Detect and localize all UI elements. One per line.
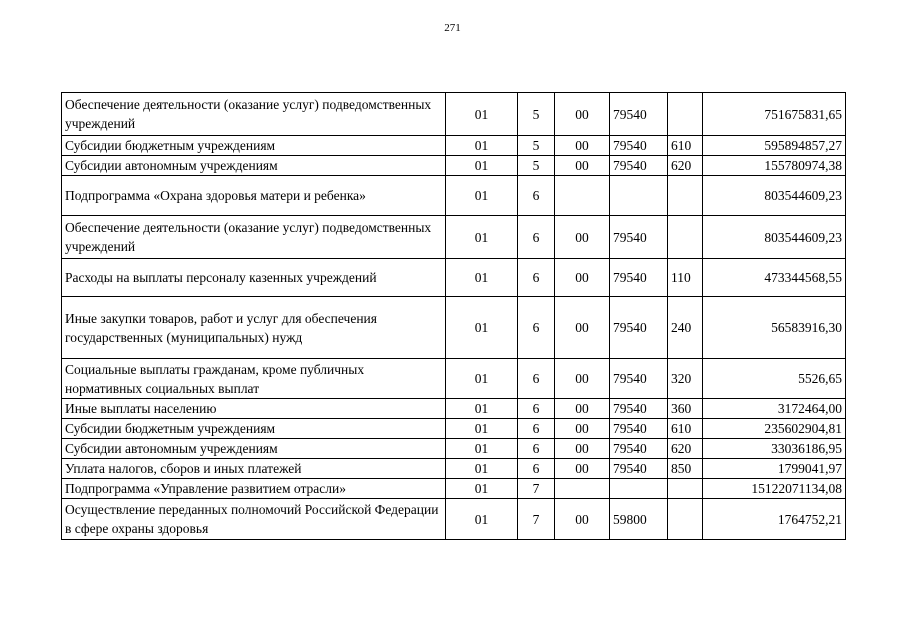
cell-expense-type: 620	[668, 439, 703, 459]
cell-group: 01	[446, 419, 518, 439]
cell-name: Социальные выплаты гражданам, кроме публичных нормативных социальных выплат	[62, 359, 446, 399]
cell-expense-type	[668, 479, 703, 499]
table-row	[62, 259, 846, 297]
table-row	[62, 136, 846, 156]
cell-subprogram: 00	[555, 297, 610, 359]
cell-expense-type	[668, 216, 703, 259]
cell-article	[610, 176, 668, 216]
cell-name: Субсидии автономным учреждениям	[62, 156, 446, 176]
cell-amount: 751675831,65	[703, 93, 846, 136]
cell-subprogram: 00	[555, 399, 610, 419]
cell-program: 6	[518, 216, 555, 259]
cell-name: Подпрограмма «Управление развитием отрасли»	[62, 479, 446, 499]
cell-subprogram: 00	[555, 419, 610, 439]
cell-program: 6	[518, 259, 555, 297]
cell-amount: 595894857,27	[703, 136, 846, 156]
cell-expense-type	[668, 93, 703, 136]
cell-name: Иные закупки товаров, работ и услуг для обеспечения государственных (муниципальных) нужд	[62, 297, 446, 359]
cell-subprogram: 00	[555, 359, 610, 399]
cell-program: 6	[518, 297, 555, 359]
cell-expense-type: 110	[668, 259, 703, 297]
cell-amount: 473344568,55	[703, 259, 846, 297]
cell-article: 79540	[610, 459, 668, 479]
cell-group: 01	[446, 93, 518, 136]
cell-group: 01	[446, 136, 518, 156]
cell-article: 79540	[610, 297, 668, 359]
cell-name: Субсидии автономным учреждениям	[62, 439, 446, 459]
cell-program: 6	[518, 399, 555, 419]
cell-amount: 15122071134,08	[703, 479, 846, 499]
cell-group: 01	[446, 359, 518, 399]
table-row	[62, 359, 846, 399]
cell-expense-type: 610	[668, 419, 703, 439]
cell-subprogram	[555, 176, 610, 216]
cell-article: 79540	[610, 216, 668, 259]
table-row	[62, 399, 846, 419]
table-row	[62, 499, 846, 540]
cell-amount: 3172464,00	[703, 399, 846, 419]
cell-article: 59800	[610, 499, 668, 540]
cell-group: 01	[446, 399, 518, 419]
cell-expense-type: 610	[668, 136, 703, 156]
cell-article: 79540	[610, 136, 668, 156]
cell-article: 79540	[610, 439, 668, 459]
cell-expense-type: 360	[668, 399, 703, 419]
cell-program: 6	[518, 176, 555, 216]
cell-program: 7	[518, 479, 555, 499]
cell-article: 79540	[610, 259, 668, 297]
cell-name: Расходы на выплаты персоналу казенных учреждений	[62, 259, 446, 297]
table-row	[62, 297, 846, 359]
cell-article	[610, 479, 668, 499]
table-row	[62, 459, 846, 479]
cell-subprogram: 00	[555, 259, 610, 297]
cell-name: Субсидии бюджетным учреждениям	[62, 419, 446, 439]
page-number: 271	[444, 22, 461, 34]
budget-table	[61, 92, 846, 540]
cell-amount: 803544609,23	[703, 216, 846, 259]
cell-name: Осуществление переданных полномочий Российской Федерации в сфере охраны здоровья	[62, 499, 446, 540]
cell-name: Субсидии бюджетным учреждениям	[62, 136, 446, 156]
cell-article: 79540	[610, 359, 668, 399]
cell-expense-type	[668, 176, 703, 216]
cell-program: 6	[518, 459, 555, 479]
cell-amount: 155780974,38	[703, 156, 846, 176]
cell-name: Подпрограмма «Охрана здоровья матери и ребенка»	[62, 176, 446, 216]
cell-program: 5	[518, 156, 555, 176]
cell-group: 01	[446, 479, 518, 499]
cell-amount: 5526,65	[703, 359, 846, 399]
cell-article: 79540	[610, 419, 668, 439]
cell-expense-type: 320	[668, 359, 703, 399]
cell-group: 01	[446, 216, 518, 259]
cell-amount: 803544609,23	[703, 176, 846, 216]
cell-name: Иные выплаты населению	[62, 399, 446, 419]
table-row	[62, 176, 846, 216]
cell-subprogram: 00	[555, 216, 610, 259]
cell-program: 7	[518, 499, 555, 540]
cell-program: 6	[518, 359, 555, 399]
table-row	[62, 156, 846, 176]
cell-article: 79540	[610, 156, 668, 176]
cell-group: 01	[446, 459, 518, 479]
cell-subprogram	[555, 479, 610, 499]
budget-table-body	[62, 93, 846, 540]
cell-group: 01	[446, 297, 518, 359]
cell-subprogram: 00	[555, 439, 610, 459]
cell-amount: 1764752,21	[703, 499, 846, 540]
table-row	[62, 439, 846, 459]
cell-subprogram: 00	[555, 93, 610, 136]
cell-article: 79540	[610, 93, 668, 136]
cell-subprogram: 00	[555, 459, 610, 479]
cell-amount: 33036186,95	[703, 439, 846, 459]
cell-amount: 1799041,97	[703, 459, 846, 479]
cell-group: 01	[446, 499, 518, 540]
cell-name: Обеспечение деятельности (оказание услуг) подведомственных учреждений	[62, 93, 446, 136]
cell-group: 01	[446, 259, 518, 297]
cell-expense-type: 620	[668, 156, 703, 176]
cell-amount: 235602904,81	[703, 419, 846, 439]
table-row	[62, 419, 846, 439]
cell-program: 5	[518, 136, 555, 156]
table-row	[62, 216, 846, 259]
cell-program: 5	[518, 93, 555, 136]
cell-subprogram: 00	[555, 156, 610, 176]
cell-program: 6	[518, 439, 555, 459]
cell-group: 01	[446, 156, 518, 176]
cell-expense-type: 850	[668, 459, 703, 479]
cell-program: 6	[518, 419, 555, 439]
cell-name: Уплата налогов, сборов и иных платежей	[62, 459, 446, 479]
cell-expense-type	[668, 499, 703, 540]
cell-subprogram: 00	[555, 136, 610, 156]
table-row	[62, 93, 846, 136]
cell-amount: 56583916,30	[703, 297, 846, 359]
cell-subprogram: 00	[555, 499, 610, 540]
cell-group: 01	[446, 176, 518, 216]
cell-expense-type: 240	[668, 297, 703, 359]
cell-article: 79540	[610, 399, 668, 419]
cell-name: Обеспечение деятельности (оказание услуг) подведомственных учреждений	[62, 216, 446, 259]
cell-group: 01	[446, 439, 518, 459]
table-row	[62, 479, 846, 499]
